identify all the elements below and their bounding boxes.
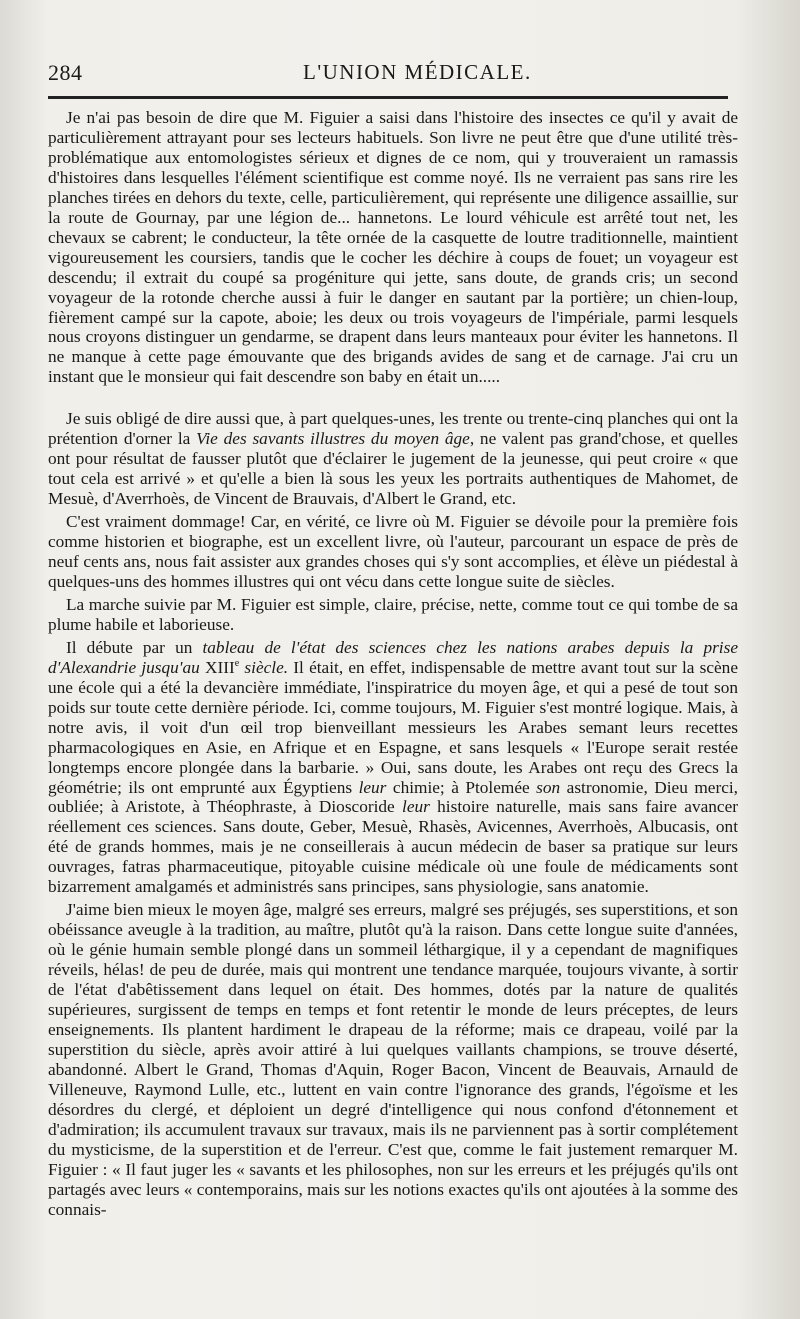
paragraph-4: La marche suivie par M. Figuier est simple, claire, précise, nette, comme tout ce qui tombe de sa plume habile et laborieuse.	[48, 594, 738, 634]
page-header	[48, 58, 728, 88]
century-superscript: e	[234, 658, 240, 670]
paragraph-2-text-a: Je suis obligé de dire aussi que, à part quelques-unes, les trente ou trente-cinq planches qui ont la prétention d'orner la	[48, 409, 738, 449]
century-numeral: XIII	[199, 657, 235, 677]
book-title: Vie des savants illustres du moyen âge	[196, 429, 470, 449]
section-title-italic-end: siècle.	[239, 657, 289, 677]
paragraph-5-text-d: astronomie, Dieu merci, oubliée; à Aristote, à Théophraste, à Dioscoride	[48, 777, 738, 817]
paragraph-5-text-b: Il était, en effet, indispensable de mettre avant tout sur la scène une école qui a été la devancière immédiate, l'inspiratrice du moyen âge, et qui a pesé de tout son poids sur toute cette dernière période. Ici, comme toujours, M. Figuier s'est montré logique. Mais, à notre avis, il voit d'un œil trop bienveillant messieurs les Arabes semant leurs recettes pharmacologiques en Asie, en Afrique et en Espagne, et sans lesquels « l'Europe serait restée longtemps encore plongée dans la barbarie. » Oui, sans doute, les Arabes ont reçu des Grecs la géométrie; ils ont emprunté aux Égyptiens	[48, 657, 738, 797]
italic-leur-1: leur	[358, 777, 387, 797]
section-title-italic: tableau de l'état des sciences chez les nations arabes depuis la prise d'Alexandrie jusqu'au	[48, 637, 739, 677]
paragraph-3: C'est vraiment dommage! Car, en vérité, ce livre où M. Figuier se dévoile pour la première fois comme historien et biographe, est un excellent livre, où l'auteur, parcourant un espace de près de neuf cents ans, nous fait assister aux grandes choses qui s'y sont accomplies, et élève un piédestal à quelques-uns des hommes illustres qui ont vécu dans cette longue suite de siècles.	[48, 512, 738, 591]
paragraph-6: J'aime bien mieux le moyen âge, malgré ses erreurs, malgré ses préjugés, ses superstitions, et son obéissance aveugle à la tradition, au maître, plutôt qu'à la raison. Dans cette longue suite d'années, où le génie humain semble plongé dans un sommeil léthargique, il y a cependant de magnifiques réveils, hélas! de peu de durée, mais qui montrent une tendance marquée, toujours vivante, à sortir de l'état d'abêtissement dans lequel on était. Des hommes, dotés par la nature de qualités supérieures, surgissent de temps en temps et font retentir le monde de leurs préceptes, de leurs enseignements. Ils plantent hardiment le drapeau de la réforme; mais ce drapeau, voilé par la superstition du siècle, après avoir attiré à lui quelques vaillants champions, se trouve déserté, abandonné. Albert le Grand, Thomas d'Aquin, Roger Bacon, Vincent de Beauvais, Arnauld de Villeneuve, Raymond Lulle, etc., luttent en vain contre l'ignorance des grands, l'égoïsme et les désordres du clergé, et déploient un degré d'intelligence qui nous confond d'étonnement et d'admiration; ils accumulent travaux sur travaux, mais ils ne parviennent pas à sortir complétement du mysticisme, de la superstition et de l'erreur. C'est que, comme le fait justement remarquer M. Figuier : « Il faut juger les « savants et les philosophes, non sur les erreurs et les préjugés qu'ils ont partagés avec leurs « contemporains, mais sur les notions exactes qu'ils ont ajoutées à la somme des connais-	[48, 900, 738, 1219]
paragraph-2	[48, 409, 738, 509]
article-body	[48, 108, 738, 1219]
page-number: 284	[48, 60, 83, 85]
paragraph-5	[48, 638, 738, 897]
italic-son: son	[536, 777, 561, 797]
paragraph-5-text-e: histoire naturelle, mais sans faire avancer réellement ces sciences. Sans doute, Geber, Mesuè, Rhasès, Avicennes, Averrhoès, Albucasis, ont été de grands hommes, mais je ne conseillerais à aucun médecin de baser sa pratique sur leurs ouvrages, fatras pharmaceutique, pitoyable cuisine médicale où une foule de médicaments sont bizarrement amalgamés et administrés sans principes, sans physiologie, sans anatomie.	[48, 797, 738, 897]
paragraph-2-text-b: , ne valent pas grand'chose, et quelles ont pour résultat de fausser plutôt que d'éclairer le jugement de la jeunesse, qui peut croire « que tout cela est arrivé » et qu'elle a bien là sous les yeux les portraits authentiques de Mahomet, de Mesuè, d'Averrhoès, de Vincent de Brauvais, d'Albert le Grand, etc.	[48, 429, 738, 509]
header-rule	[48, 96, 728, 99]
italic-leur-2: leur	[402, 797, 430, 817]
paragraph-5-text-c: chimie; à Ptolemée	[386, 777, 537, 797]
paragraph-1: Je n'ai pas besoin de dire que M. Figuier a saisi dans l'histoire des insectes ce qu'il y avait de particulièrement attrayant pour ses lecteurs habituels. Son livre ne peut être que d'une utilité très-problématique aux entomologistes sérieux et dignes de ce nom, qui y trouveraient un ramassis d'histoires dans lesquelles l'élément scientifique est comme noyé. Ils ne verraient pas sans rire les planches tirées en dehors du texte, celle, particulièrement, qui représente une diligence assaillie, sur la route de Gournay, par une légion de... hannetons. Le lourd véhicule est arrêté tout net, les chevaux se cabrent; le conducteur, la tête ornée de la casquette de loutre traditionnelle, maintient vigoureusement les coursiers, tandis que le cocher les déchire à coups de fouet; un voyageur est descendu; il extrait du coupé sa progéniture qui jette, sans doute, de grands cris; un second voyageur de la rotonde cherche aussi à fuir le danger en sautant par la portière; un chien-loup, fièrement campé sur la capote, aboie; les deux ou trois voyageurs de l'impériale, parmi lesquels nous croyons distinguer un gendarme, se drapent dans leurs manteaux pour éviter les hannetons. Il ne manque à cette page émouvante que des brigands avides de sang et de carnage. J'ai cru un instant que le monsieur qui fait descendre son baby en était un.....	[48, 108, 738, 387]
running-title: L'UNION MÉDICALE.	[303, 60, 532, 84]
paragraph-5-text-a: Il débute par un	[66, 637, 203, 657]
